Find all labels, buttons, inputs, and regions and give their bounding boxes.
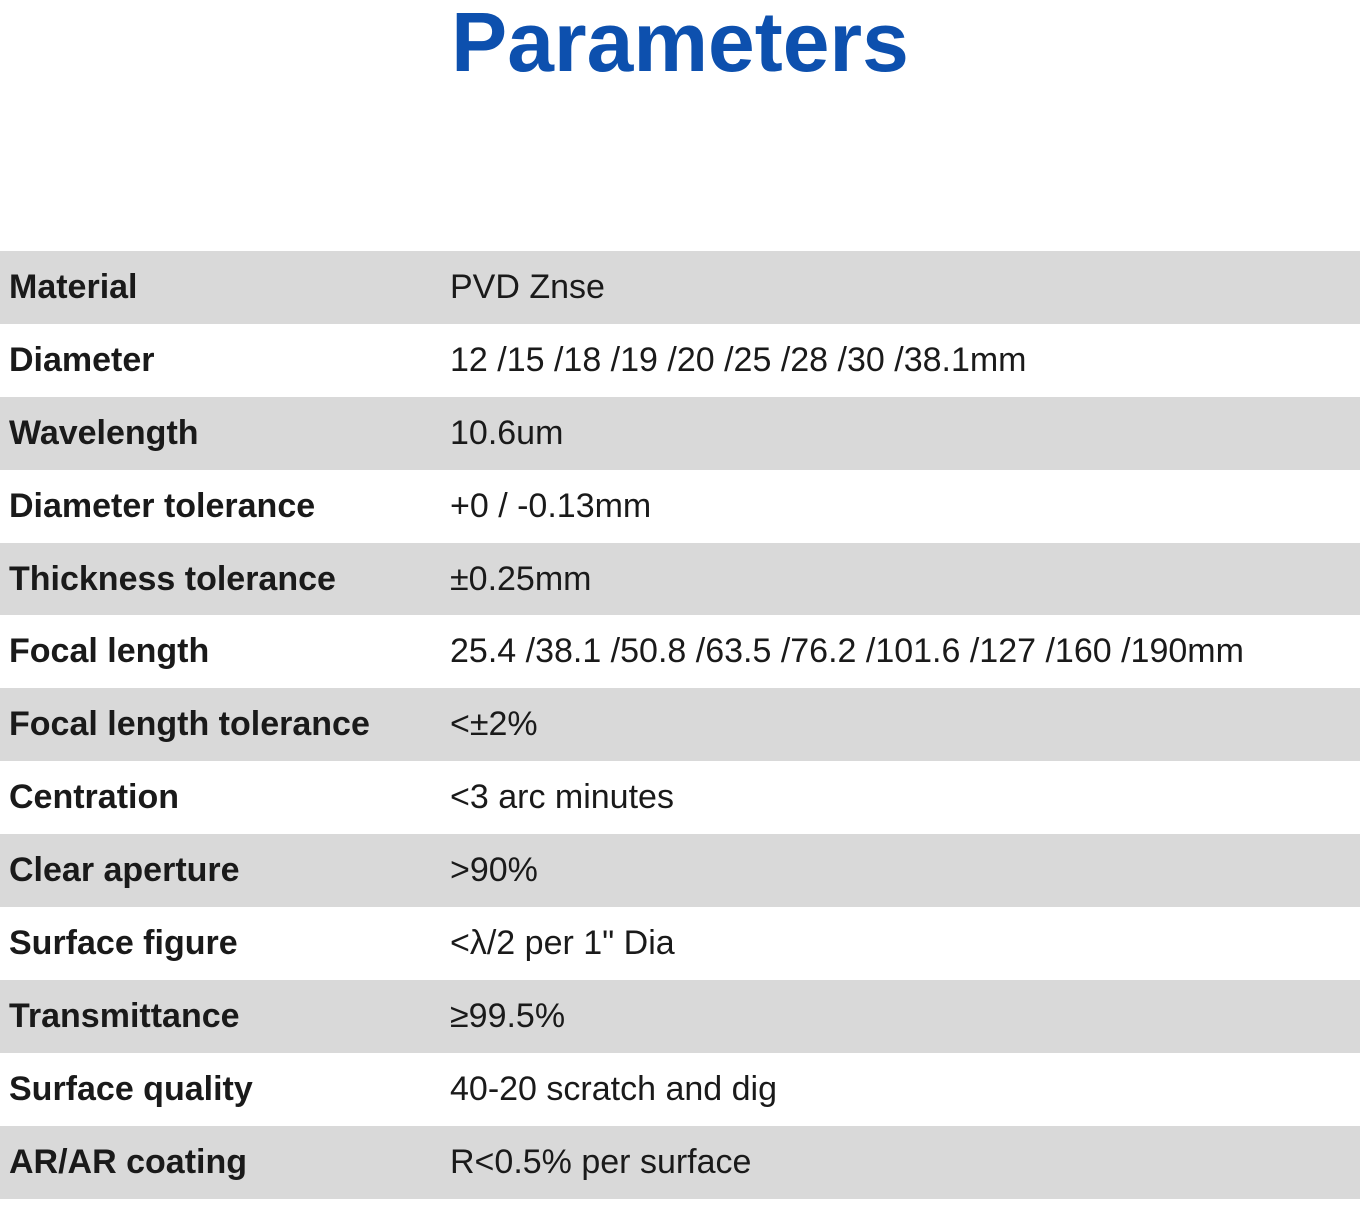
table-row (0, 834, 1360, 907)
row-label: AR/AR coating (9, 1142, 247, 1181)
row-value: <±2% (450, 705, 538, 744)
row-value: PVD Znse (450, 267, 605, 306)
row-value: <3 arc minutes (450, 778, 674, 817)
row-label: Focal length tolerance (9, 705, 370, 744)
row-label: Focal length (9, 632, 210, 671)
row-value: ±0.25mm (450, 559, 592, 598)
table-row (0, 688, 1360, 761)
row-label: Diameter (9, 340, 155, 379)
table-row (0, 907, 1360, 980)
table-row (0, 1126, 1360, 1199)
row-value: ≥99.5% (450, 996, 566, 1035)
table-row (0, 470, 1360, 543)
row-value: R<0.5% per surface (450, 1142, 752, 1181)
table-row (0, 615, 1360, 688)
table-row (0, 397, 1360, 470)
row-label: Surface quality (9, 1069, 253, 1108)
row-label: Transmittance (9, 996, 240, 1035)
table-row (0, 1053, 1360, 1126)
row-label: Surface figure (9, 923, 238, 962)
table-row (0, 980, 1360, 1053)
table-row (0, 761, 1360, 834)
row-value: <λ/2 per 1" Dia (450, 923, 675, 962)
table-row (0, 543, 1360, 616)
row-value: +0 / -0.13mm (450, 486, 652, 525)
row-value: 12 /15 /18 /19 /20 /25 /28 /30 /38.1mm (450, 340, 1027, 379)
row-label: Centration (9, 778, 179, 817)
table-row (0, 251, 1360, 324)
row-label: Diameter tolerance (9, 486, 316, 525)
row-value: 40-20 scratch and dig (450, 1069, 777, 1108)
row-value: 25.4 /38.1 /50.8 /63.5 /76.2 /101.6 /127 /160 /190mm (450, 632, 1244, 671)
row-value: 10.6um (450, 413, 564, 452)
row-label: Material (9, 267, 138, 306)
row-label: Thickness tolerance (9, 559, 336, 598)
row-label: Wavelength (9, 413, 199, 452)
parameters-table (0, 251, 1360, 1199)
row-value: >90% (450, 851, 538, 890)
row-label: Clear aperture (9, 851, 240, 890)
page-title: Parameters (451, 0, 909, 89)
table-row (0, 324, 1360, 397)
